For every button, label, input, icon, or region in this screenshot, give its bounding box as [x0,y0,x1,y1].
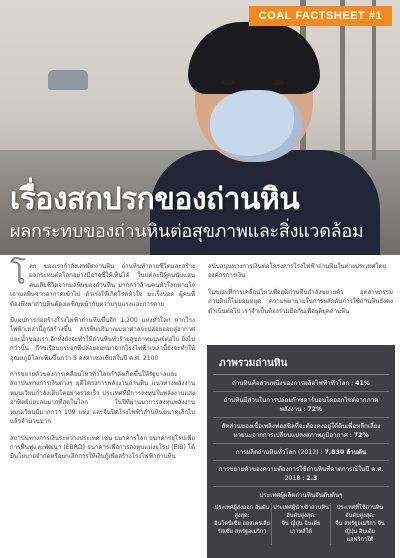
stat-item: การขยายตัวของความต้องการใช้ถ่านหินที่คาดการณ์ในปี ค.ศ. 2018 : 2.3 [213,461,389,487]
page-subtitle: ผลกระทบของถ่านหินต่อสุขภาพและสิ่งแวดล้อม [10,221,364,242]
intro-paragraph-1: โลก ของเรากำลังเสพติดถ่านหิน ถ่านหินทำลายชีวิตและสร้างผลกระทบต่อโลกอย่างมีอาจชี้ให้เห็นได้ ในแต่ละปีผู้คนนับแสนคนเสียชีวิตจากมลพิษของถ่านหิน มากกว่าล้านคนทั่วโลกหายใจเอามลพิษจากอากาศเข้าไป ตัวเร่งให้เกิดโรคหัวใจ มะเร็งปอด ผู้คนที่ต้องพึ่งพาถ่านหินต้องเผชิญหน้ากับความรุนแรงและการตาย [10,257,195,308]
drop-cap: โ [10,257,27,292]
child-eye [222,80,234,85]
coal-overview-panel [207,345,395,558]
right-paragraph-1: สนับสนุนทางการเงินต่อโครงการโรงไฟฟ้าถ่านหินในต่างประเทศโดยองค์กรการเงิน [208,263,387,280]
producers-label: ประเทศผู้ผลิตถ่านหินอันดับต้นๆ [259,492,343,499]
face-mask [210,90,302,162]
left-column [10,257,195,469]
panel-heading: ภาพรวมถ่านหิน [213,351,389,375]
country-column: ประเทศผู้นำเข้าถ่านหินอันดับสูงสุด: จีน ญี่ปุ่น อินเดีย เกาหลีใต้ [271,503,330,545]
country-column: ประเทศผู้ส่งออก อันดับสูงสุด: อินโดนีเซีย ออสเตรเลีย รัสเซีย สหรัฐอเมริกา [214,505,270,535]
intro-paragraph-4: สถาบันทางการเงินระหว่างประเทศ เช่น ธนาคารโลก ธนาคารยุโรปเพื่อการฟื้นฟูและพัฒนา (EBRD) ธนาคารเพื่อการลงทุนแห่งยุโรป (EIB) ได้มีนโยบายจำกัดหรือยกเลิกการให้เงินกู้เพื่อสร้างโรงไฟฟ้าถ่านหิน [10,434,195,461]
stat-item: สัดส่วนของเชื้อเพลิงฟอสซิลที่จะต้องคงอยู่ใต้ดินเพื่อหลีกเลี่ยงหายนะจากการเปลี่ยนแปลงสภาพภูมิอากาศ : 72% [213,418,389,444]
child-eye [272,80,284,85]
stat-item: ถ่านหินคือส่วนหนึ่งของการผลิตไฟฟ้าทั่วโลก : 41% [213,375,389,392]
stat-item: การผลิตถ่านหินทั่วโลก (2012) : 7,830 ล้านตัน [213,444,389,461]
country-column: ประเทศที่ใช้ถ่านหินอันดับสูงสุด: จีน สหรัฐอเมริกา จีน ญี่ปุ่น อินเดีย แอฟริกาใต้ [330,503,389,545]
right-paragraph-2: ในขณะที่การเคลื่อนไหวเพื่อยุติถ่านหินกำลังขยายตัว อุตสาหกรรมถ่านหินก็ไม่ยอมหยุด ความพยายามในการผลักดันการใช้ถ่านหินยังคงดำเนินต่อไป เราจำเป็นต้องร่วมมือกันเพื่อยุติยุคถ่านหิน [208,288,393,315]
country-columns [213,503,389,545]
factsheet-badge: COAL FACTSHEET #1 [249,6,392,26]
intro-paragraph-2: มีแผนการก่อสร้างโรงไฟฟ้าถ่านหินขึ้นอีก 1,200 แห่งทั่วโลก หากโรงไฟฟ้าเหล่านี้ถูกสร้างขึ้น สารพิษปริมาณมหาศาลจะปล่อยออกสู่อากาศและน้ำของเรา อีกทั้งยังจะทำให้ถ่านหินทำร้ายสุขภาพมนุษย์ต่อไป ยิ่งไปกว่านั้น ก๊าซเรือนกระจกที่ปล่อยออกมาจากโรงไฟฟ้าเหล่านี้ยังจะทำให้อุณหภูมิโลกเพิ่มขึ้นกว่า 5 องศาเซลเซียสในปี ค.ศ. 2100 [10,317,195,362]
right-column [208,262,393,323]
car-silhouette [48,70,88,90]
intro-paragraph-3: การขยายตัวของการเคลื่อนไหวทั่วโลกกำลังเกิดขึ้นให้รัฐบาลและสถาบันทางการเงินต่างๆ ยุติโครงการพลังงานถ่านหิน แนวทางพลังงานหมุนเวียนกำลังเติบโตอย่างรวดเร็ว ประเทศที่มีการลงทุนในพลังงานแสงอาทิตย์และลมมากที่สุดในโลก ในปีที่ผ่านมาการลงทุนพลังงานหมุนเวียนมีมากกว่า 109 แห่ง และจีนปิดโรงไฟฟ้าถ่านหินขนาดเล็กไปแล้วจำนวนมาก [10,371,195,426]
page-title: เรื่องสกปรกของถ่านหิน [10,182,300,217]
stat-item: ถ่านหินมีส่วนในการปล่อยก๊าซคาร์บอนไดออกไซด์จากภาคพลังงาน : 72% [213,392,389,418]
